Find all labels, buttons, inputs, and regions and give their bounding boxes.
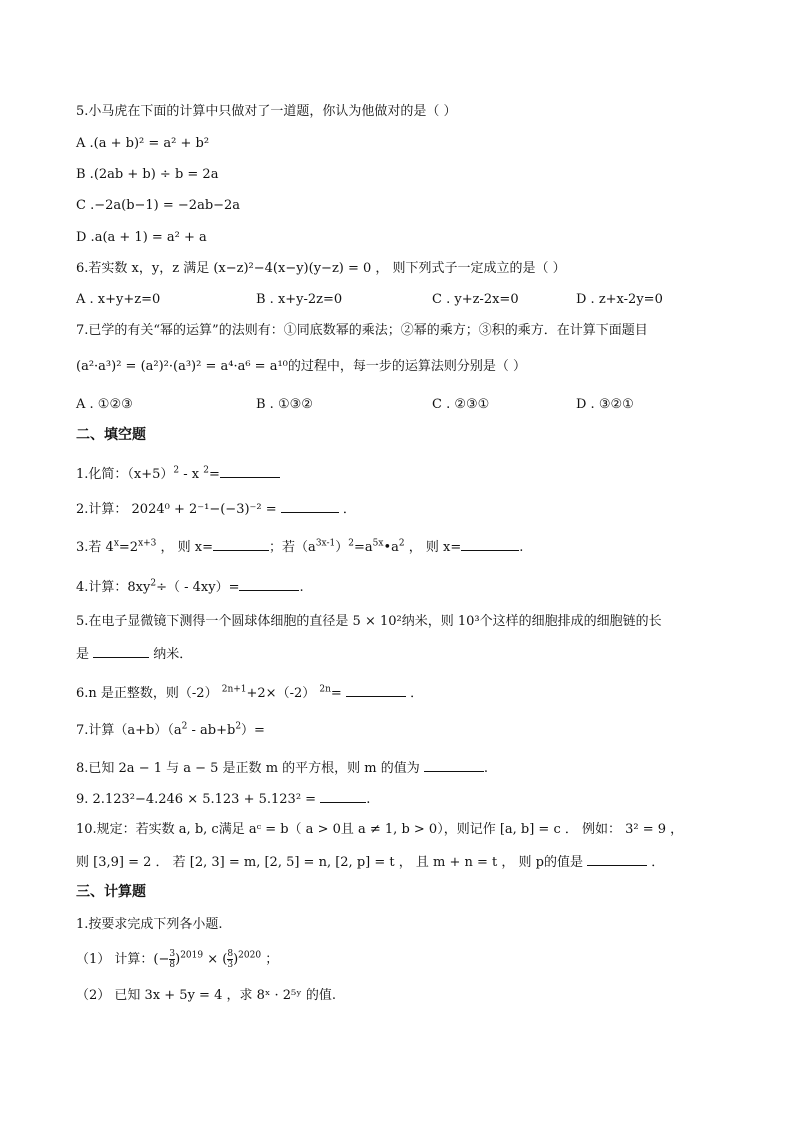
- section-fill-blank-title: 二、填空题: [76, 427, 146, 443]
- fraction: $\frac{8}{3}$: [227, 949, 234, 970]
- fill-q9: 9. 2.123²−4.246 × 5.123 + 5.123² = .: [76, 789, 370, 809]
- q5-stem: 5.小马虎在下面的计算中只做对了一道题，你认为他做对的是（ ）: [76, 104, 457, 119]
- q6-option-a: A . x+y+z=0: [76, 292, 161, 307]
- answer-blank[interactable]: [320, 789, 366, 803]
- q7-option-a: A . ①②③: [76, 397, 133, 412]
- fill-q7: 7.计算$(a+b)(a^2 - ab+b^2)=$: [76, 721, 265, 738]
- q5-option-d: D .a(a + 1) = a² + a: [76, 230, 207, 245]
- q7-option-c: C . ②③①: [432, 397, 490, 412]
- answer-blank[interactable]: [461, 537, 519, 551]
- calc-q1-stem: 1.按要求完成下列各小题.: [76, 917, 223, 932]
- fill-q3: 3.若 $4^x=2^{x+3}$ ， 则 x= ；若$(a^{3x-1})^2=a^{5x}•a^2$ ， 则 x= .: [76, 538, 524, 555]
- calc-q1-part2: （2） 已知 3x + 5y = 4 ，求 8ˣ · 2⁵ʸ 的值.: [76, 988, 337, 1003]
- q5-option-a: A .(a + b)² = a² + b²: [76, 136, 210, 151]
- fill-q10-line1: 10.规定：若实数 a, b, c满足 aᶜ = b（ a > 0且 a ≠ 1, b > 0），则记作 [a, b] = c ． 例如： 3² = 9 ，: [76, 822, 684, 837]
- q7-option-d: D . ③②①: [576, 397, 634, 412]
- q7-stem-expression: (a²·a³)² = (a²)²·(a³)² = a⁴·a⁶ = a¹⁰的过程中，每一步的运算法则分别是（ ）: [76, 359, 527, 374]
- fill-q10-line2: 则 [3,9] = 2 ． 若 [2, 3] = m, [2, 5] = n, [2, p] = t ， 且 m + n = t ， 则 p的值是 ．: [76, 852, 664, 872]
- q6-option-b: B . x+y-2z=0: [256, 292, 343, 307]
- answer-blank[interactable]: [239, 577, 299, 591]
- q6-option-d: D . z+x-2y=0: [576, 292, 663, 307]
- fill-q5-line1: 5.在电子显微镜下测得一个圆球体细胞的直径是 5 × 10²纳米，则 10³个这样的细胞排成的细胞链的长: [76, 614, 662, 629]
- fraction: $\frac{3}{8}$: [169, 949, 176, 970]
- answer-blank[interactable]: [220, 464, 280, 478]
- q6-stem: 6.若实数 x，y，z 满足 (x−z)²−4(x−y)(y−z) = 0 ， 则下列式子一定成立的是（ ）: [76, 261, 566, 276]
- section-calculation-title: 三、计算题: [76, 884, 146, 900]
- fill-q4: 4.计算：$8xy^2\div( - 4xy)=$ .: [76, 578, 304, 595]
- fill-q5-line2: 是 纳米．: [76, 644, 192, 664]
- q7-option-b: B . ①③②: [256, 397, 313, 412]
- answer-blank[interactable]: [281, 499, 339, 513]
- fill-q6: 6.n 是正整数，则（-2） $^{2n+1}$+2×（-2） $^{2n}$= ．: [76, 684, 424, 701]
- q6-option-c: C . y+z-2x=0: [432, 292, 519, 307]
- q5-option-c: C .−2a(b−1) = −2ab−2a: [76, 198, 241, 213]
- answer-blank[interactable]: [424, 758, 484, 772]
- fill-q8: 8.已知 2a − 1 与 a − 5 是正数 m 的平方根，则 m 的值为 .: [76, 758, 488, 778]
- answer-blank[interactable]: [587, 852, 647, 866]
- q5-option-b: B .(2ab + b) ÷ b = 2a: [76, 167, 219, 182]
- answer-blank[interactable]: [213, 537, 269, 551]
- fill-q1: 1.化简：$(x+5)^2 - x$ $^2$=: [76, 464, 280, 484]
- q7-stem: 7.已学的有关“幂的运算”的法则有：①同底数幂的乘法；②幂的乘方；③积的乘方．在计算下面题目: [76, 323, 648, 338]
- answer-blank[interactable]: [93, 644, 149, 658]
- calc-q1-part1: （1） 计算：(− $\frac{3}{8}$ )$^{2019}$ × ( $\frac{8}{3}$ )$^{2020}$ ；: [76, 949, 279, 970]
- fill-q2: 2.计算： 2024⁰ + 2⁻¹−(−3)⁻² = ．: [76, 499, 356, 519]
- answer-blank[interactable]: [346, 683, 406, 697]
